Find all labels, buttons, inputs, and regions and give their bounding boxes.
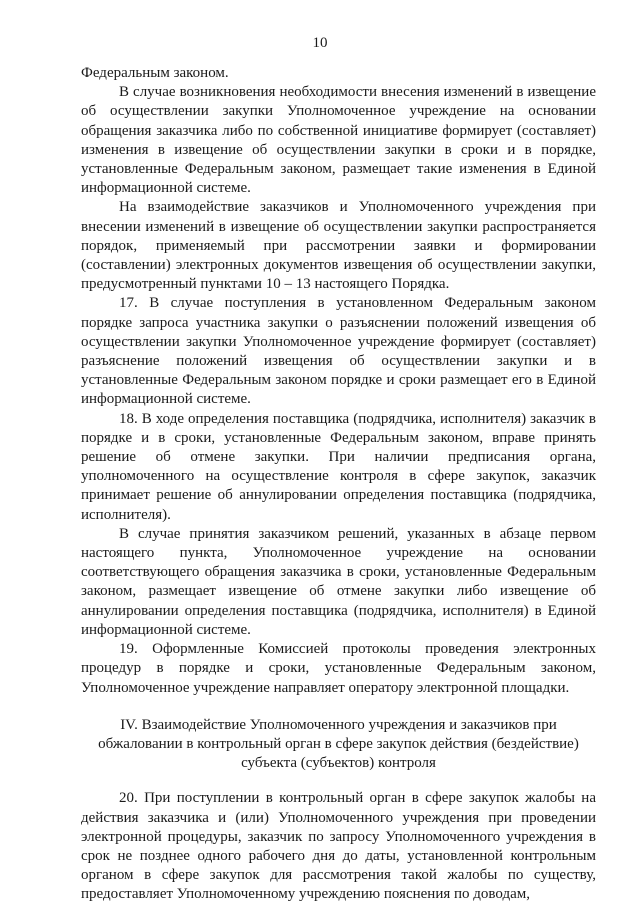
section-heading [81, 716, 596, 774]
paragraphs-after-heading [81, 789, 596, 904]
page-number: 10 [312, 35, 328, 51]
section-heading-line: субъекта (субъектов) контроля [241, 755, 436, 772]
paragraph-p-continuation: Федеральным законом. [81, 65, 229, 81]
paragraph-p-18-cont: В случае принятия заказчиком решений, указанных в абзаце первом настоящего пункта, Уполномоченное учреждение на основании соответствующего обращения заказчика в сроки, установленные Федеральным законом, размещает извещение об отмене закупки либо извещение об аннулировании определения поставщика (подрядчика, исполнителя) в Единой информационной системе. [81, 525, 596, 638]
paragraph-p-18: 18. В ходе определения поставщика (подрядчика, исполнителя) заказчик в порядке и в сроки, установленные Федеральным законом, вправе принять решение об отмене закупки. При наличии предписания органа, уполномоченного на осуществление контроля в сфере закупок, заказчик принимает решение об аннулировании определения поставщика (подрядчика, исполнителя). [81, 410, 596, 523]
paragraph-p-changes-notice: В случае возникновения необходимости внесения изменений в извещение об осуществлении закупки Уполномоченное учреждение на основании обращения заказчика либо по собственной инициативе формирует (составляет) изменения в извещение об осуществлении закупки в сроки и в порядке, установленные Федеральным законом, размещает такие изменения в Единой информационной системе. [81, 84, 596, 197]
paragraph-p-19: 19. Оформленные Комиссией протоколы проведения электронных процедур в порядке и сроки, установленные Федеральным законом, Уполномоченное учреждение направляет оператору электронной площадки. [81, 641, 596, 696]
section-heading-line: обжаловании в контрольный орган в сфере закупок действия (бездействие) [98, 735, 579, 752]
paragraph-p-17: 17. В случае поступления в установленном Федеральным законом порядке запроса участника закупки о разъяснении положений извещения об осуществлении закупки Уполномоченное учреждение формирует (составляет) разъяснение положений извещения об осуществлении закупки и в установленные Федеральным законом порядке и сроки размещает его в Единой информационной системе. [81, 295, 596, 408]
paragraphs-before-heading [81, 64, 596, 698]
paragraph-p-20: 20. При поступлении в контрольный орган в сфере закупок жалобы на действия заказчика и (или) Уполномоченного учреждения при проведении электронной процедуры, заказчик по запросу Уполномоченного учреждения в срок не позднее одного рабочего дня до даты, установленной контрольным органом в сфере закупок для рассмотрения такой жалобы по существу, предоставляет Уполномоченному учреждению пояснения по доводам, [81, 790, 596, 903]
section-heading-line: IV. Взаимодействие Уполномоченного учреждения и заказчиков при [120, 716, 557, 733]
paragraph-p-interaction-changes: На взаимодействие заказчиков и Уполномоченного учреждения при внесении изменений в извещение об осуществлении закупки распространяется порядок, применяемый при рассмотрении заявки и формировании (составлении) электронных документов извещения об осуществлении закупки, предусмотренный пунктами 10 – 13 настоящего Порядка. [81, 199, 596, 293]
document-body [81, 64, 596, 905]
